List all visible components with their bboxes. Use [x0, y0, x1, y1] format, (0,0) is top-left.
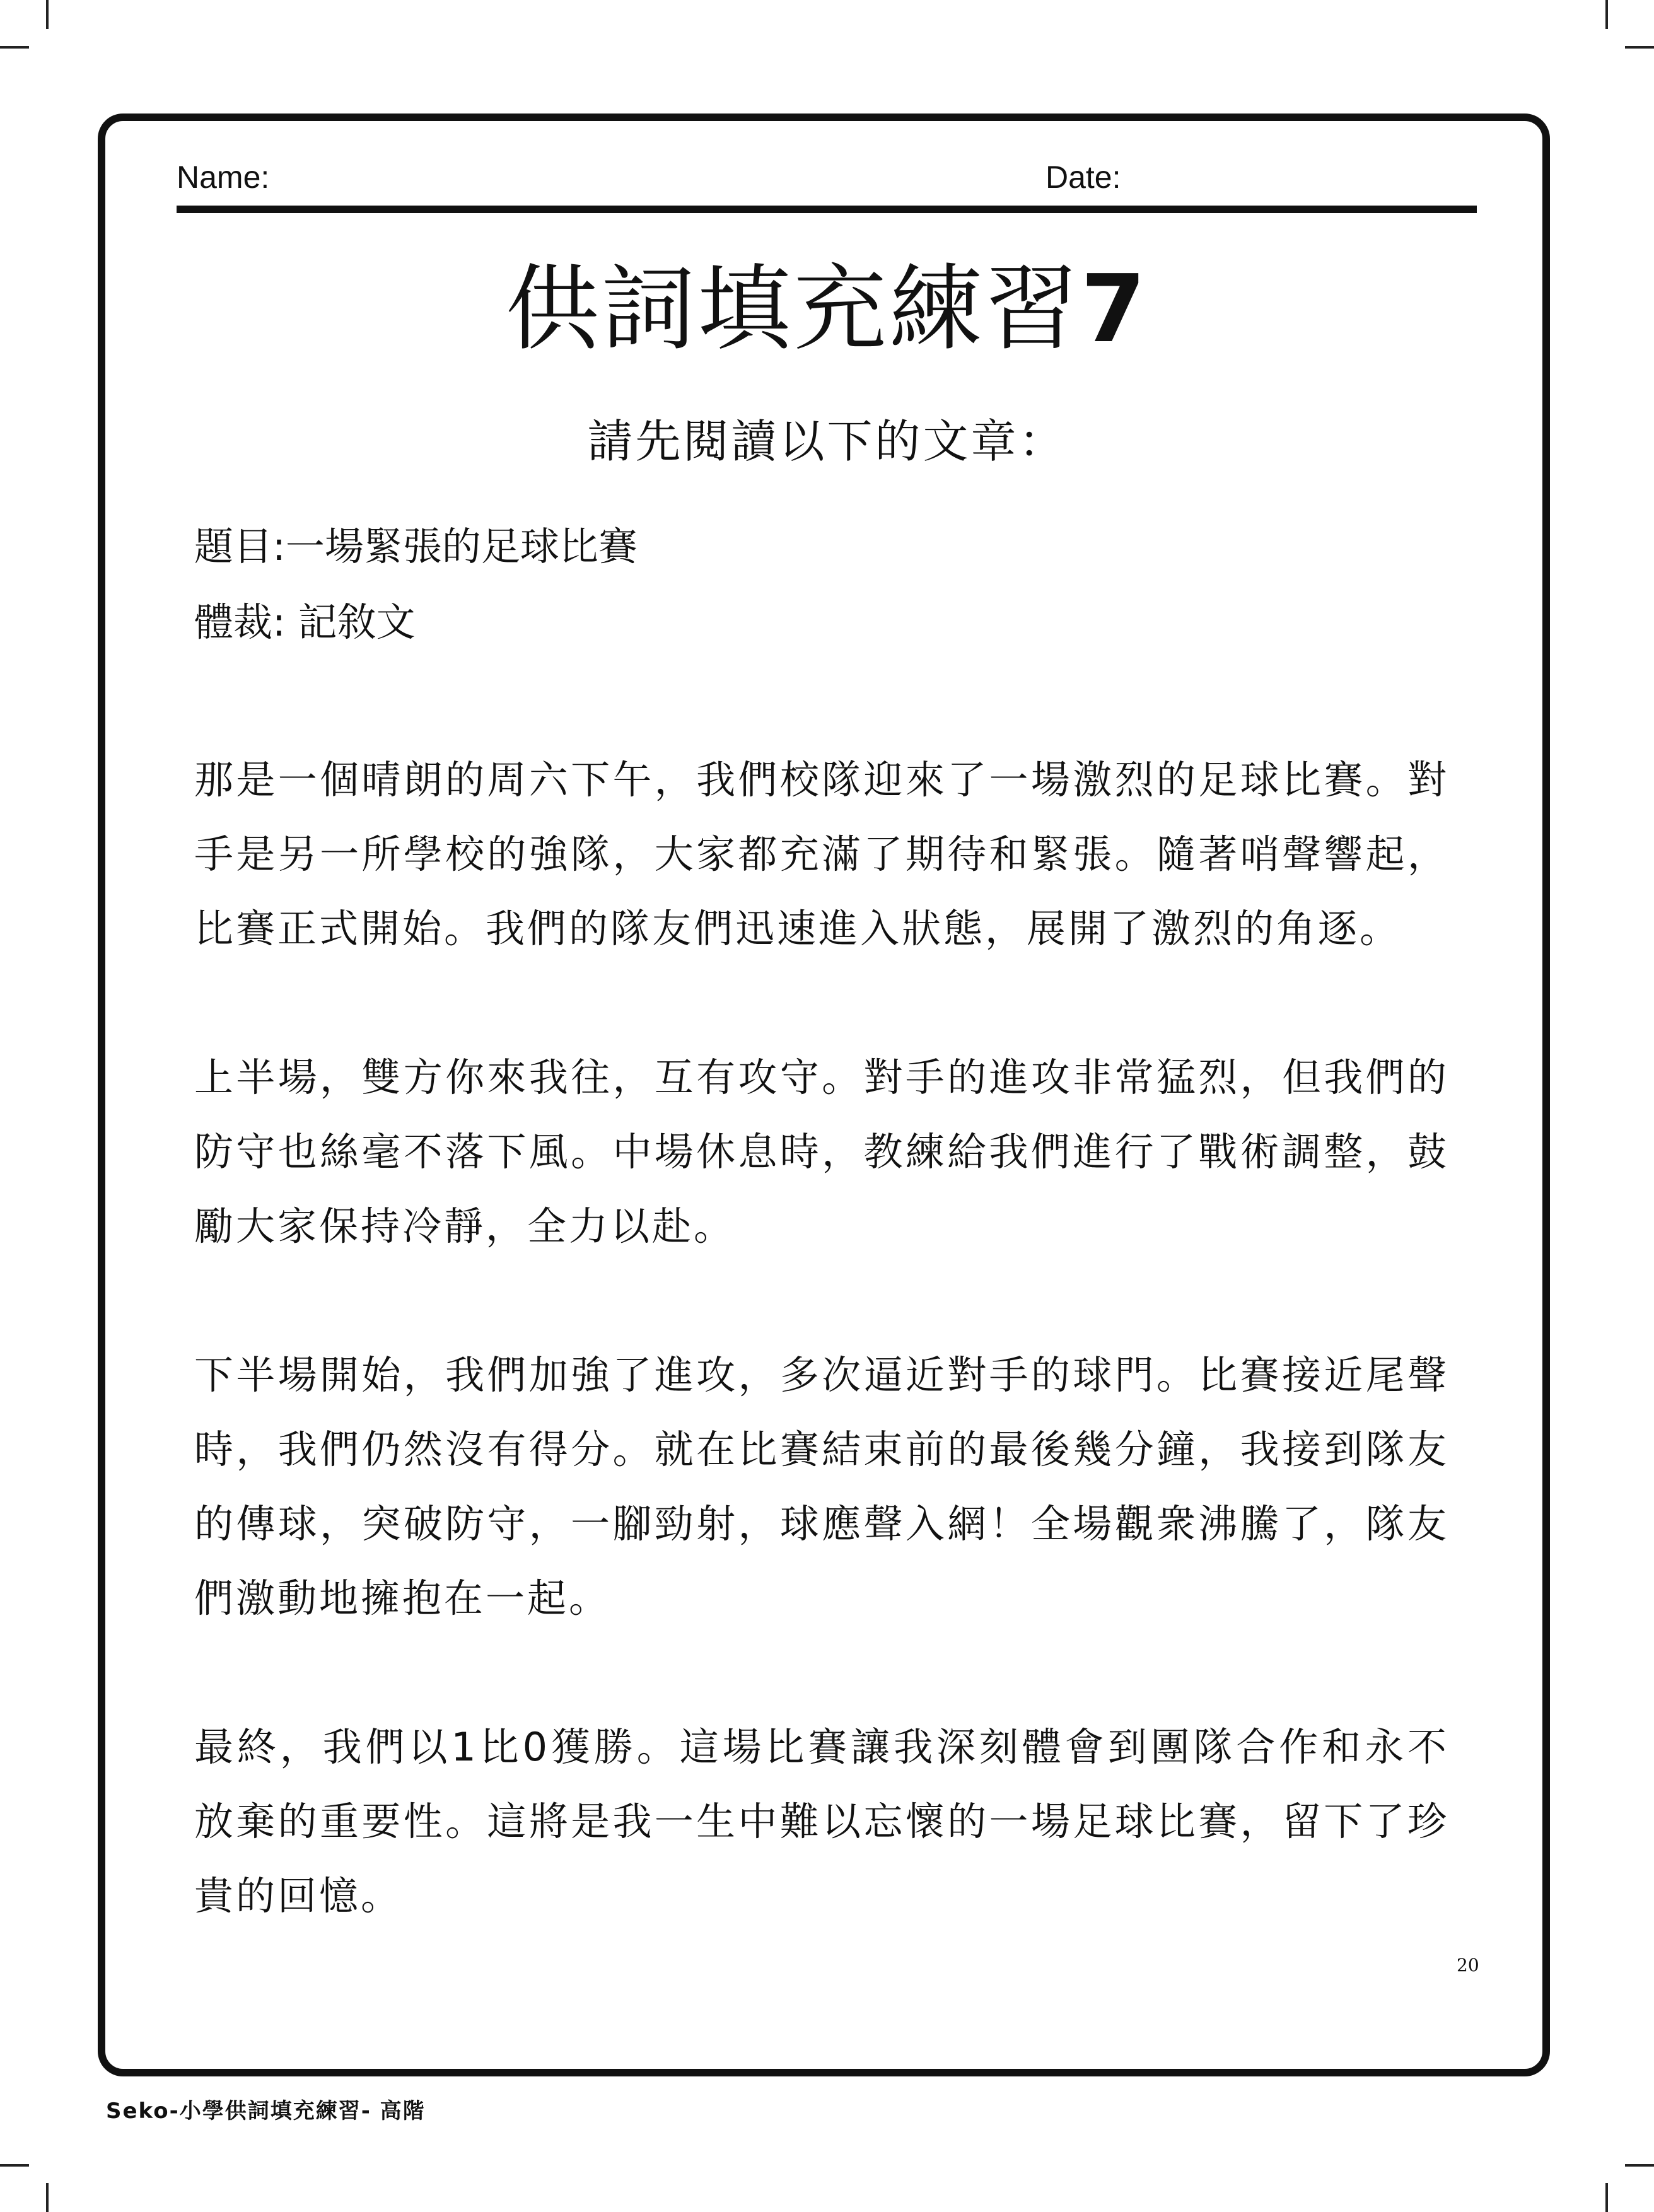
footer-text: Seko-小學供詞填充練習- 高階: [106, 2098, 426, 2124]
page-number: 20: [1457, 1955, 1479, 1976]
crop-mark: [1625, 2164, 1654, 2167]
title-number: 7: [1081, 255, 1148, 363]
topic-line: 題目:一場緊張的足球比賽: [194, 523, 638, 569]
paragraph-4: 最終，我們以1比0獲勝。這場比賽讓我深刻體會到團隊合作和永不放棄的重要性。這將是我一生中難以忘懷的一場足球比賽，留下了珍貴的回憶。: [194, 1724, 1449, 1919]
crop-mark: [1625, 46, 1654, 49]
date-label: Date:: [1045, 160, 1121, 195]
title-text: 供詞填充練習: [506, 255, 1081, 363]
crop-mark: [1605, 2183, 1608, 2212]
paragraph-1: 那是一個晴朗的周六下午，我們校隊迎來了一場激烈的足球比賽。對手是另一所學校的強隊，大家都充滿了期待和緊張。隨著哨聲響起，比賽正式開始。我們的隊友們迅速進入狀態，展開了激烈的角逐。: [194, 757, 1449, 952]
passage: [194, 743, 1449, 2008]
genre-line: 體裁: 記敘文: [194, 599, 416, 645]
page-title: [0, 252, 1654, 366]
crop-mark: [46, 2183, 49, 2212]
crop-mark: [1605, 0, 1608, 29]
crop-mark: [0, 2164, 29, 2167]
crop-mark: [0, 46, 29, 49]
name-label: Name:: [177, 160, 270, 195]
crop-mark: [46, 0, 49, 29]
name-date-header: [177, 149, 1477, 213]
paragraph-2: 上半場，雙方你來我往，互有攻守。對手的進攻非常猛烈，但我們的防守也絲毫不落下風。中場休息時，教練給我們進行了戰術調整，鼓勵大家保持冷靜，全力以赴。: [194, 1054, 1449, 1249]
instruction: 請先閱讀以下的文章：: [587, 415, 1067, 468]
paragraph-3: 下半場開始，我們加強了進攻，多次逼近對手的球門。比賽接近尾聲時，我們仍然沒有得分。就在比賽結束前的最後幾分鐘，我接到隊友的傳球，突破防守，一腳勁射，球應聲入網！全場觀衆沸騰了，隊友們激動地擁抱在一起。: [194, 1352, 1449, 1621]
